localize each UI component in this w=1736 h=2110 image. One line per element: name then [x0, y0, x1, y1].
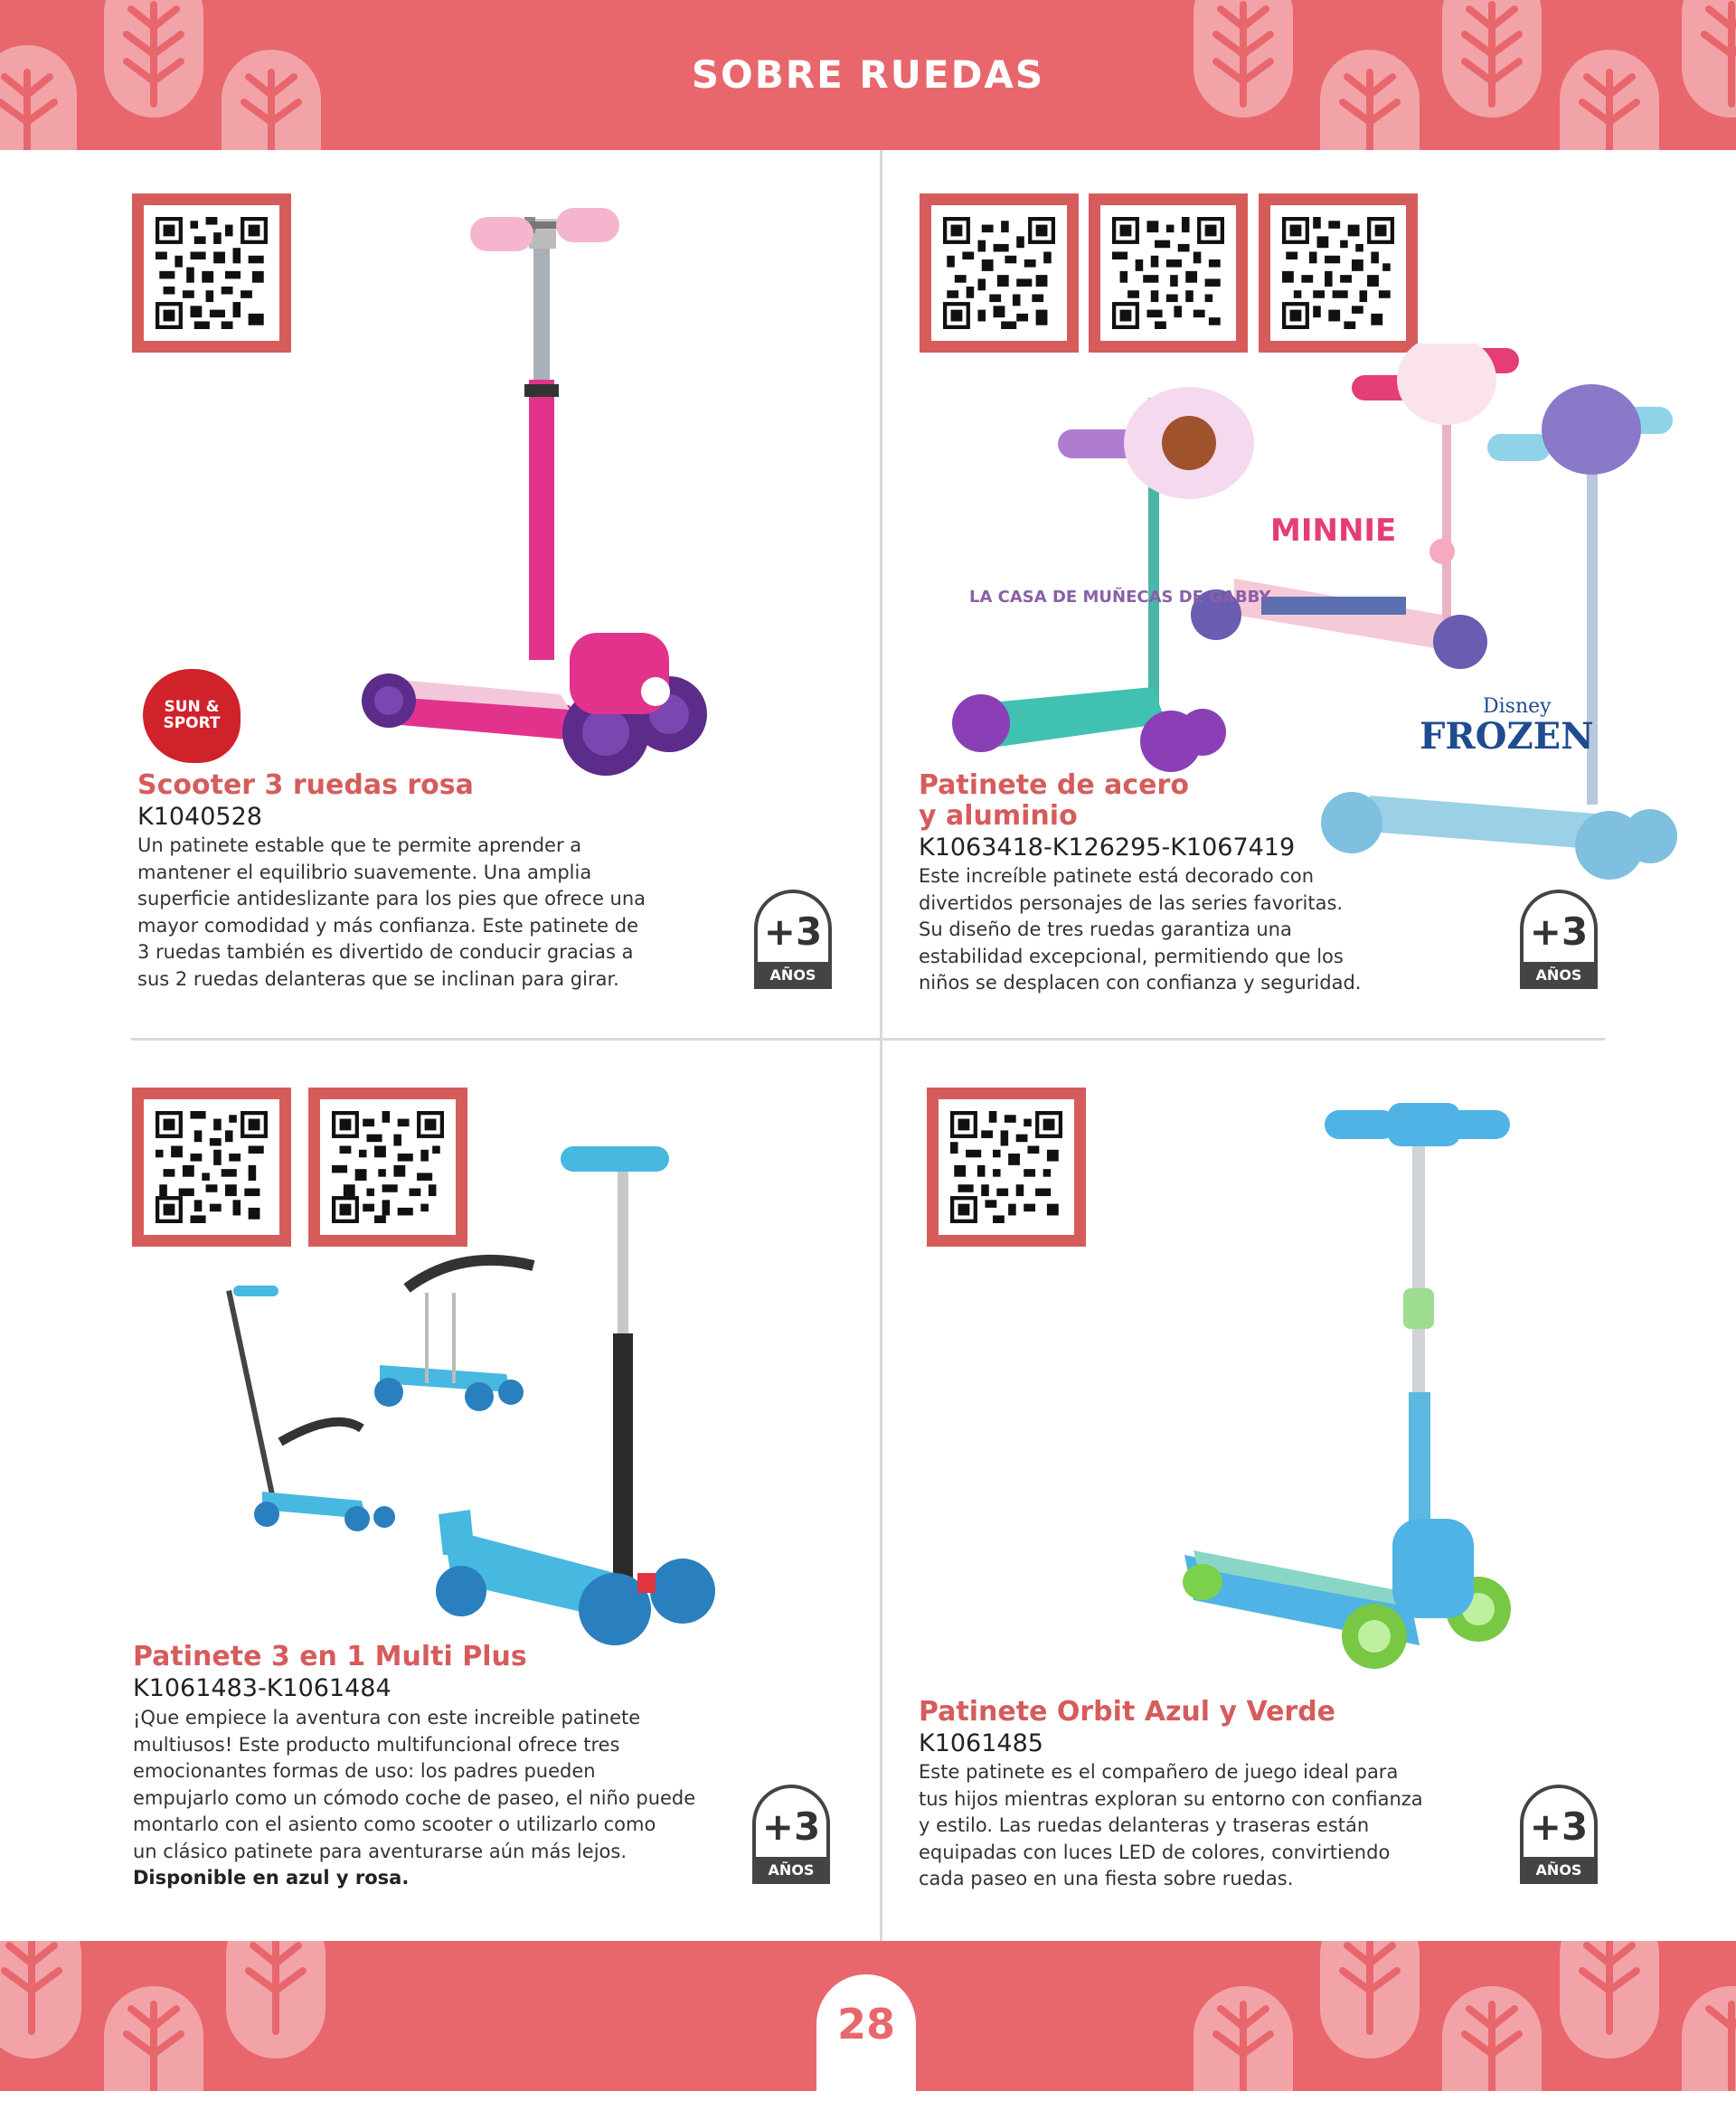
- age-badge: +3 AÑOS: [752, 1785, 830, 1884]
- product-title: Scooter 3 ruedas rosa: [137, 769, 474, 801]
- image-label: MINNIE: [1270, 513, 1397, 549]
- description-line: equipadas con luces LED de colores, convirtiendo: [919, 1841, 1391, 1863]
- description-line: mayor comodidad y más confianza. Este patinete de: [137, 914, 638, 937]
- description-line: niños se desplacen con confianza y seguridad.: [919, 972, 1362, 994]
- description-line: Este patinete es el compañero de juego ideal para: [919, 1761, 1399, 1783]
- product-code: K1040528: [137, 803, 262, 831]
- description-line: Un patinete estable que te permite aprender a: [137, 834, 582, 856]
- orbit-scooter-image: [1166, 1094, 1564, 1709]
- description-line: tus hijos mientras exploran su entorno con confianza: [919, 1787, 1423, 1810]
- product-code: K1061483-K1061484: [133, 1674, 392, 1702]
- product-code: K1061485: [919, 1729, 1043, 1757]
- multi-plus-scooter-image: [163, 1130, 750, 1645]
- qr-code[interactable]: [1259, 193, 1418, 353]
- qr-code[interactable]: [927, 1088, 1086, 1247]
- description-line: 3 ruedas también es divertido de conducir gracias a: [137, 941, 634, 963]
- product-title: Patinete 3 en 1 Multi Plus: [133, 1641, 527, 1672]
- qr-code-icon: [1282, 217, 1394, 329]
- description-line: superficie antideslizante para los pies que ofrece una: [137, 888, 646, 909]
- qr-code[interactable]: [920, 193, 1079, 353]
- description-line: montarlo con el asiento como scooter o utilizarlo como: [133, 1813, 656, 1835]
- description-line: divertidos personajes de las series favoritas.: [919, 891, 1344, 914]
- availability-note: Disponible en azul y rosa.: [133, 1867, 410, 1889]
- sun-and-sport-logo: SUN & SPORT: [143, 669, 241, 763]
- description-line: cada paseo en una fiesta sobre ruedas.: [919, 1868, 1294, 1889]
- description-line: mantener el equilibrio suavemente. Una amplia: [137, 861, 592, 883]
- description-line: y estilo. Las ruedas delanteras y traseras están: [919, 1814, 1370, 1836]
- age-badge: +3 AÑOS: [1520, 890, 1598, 989]
- description-line: ¡Que empiece la aventura con este increible patinete: [133, 1707, 641, 1729]
- description-line: estabilidad excepcional, permitiendo que los: [919, 945, 1344, 967]
- description-line: Este increíble patinete está decorado con: [919, 865, 1315, 887]
- pink-scooter-image: [353, 199, 778, 814]
- qr-code[interactable]: [1089, 193, 1248, 353]
- product-title: Patinete Orbit Azul y Verde: [919, 1696, 1336, 1728]
- qr-code-icon: [156, 217, 268, 329]
- description-line: Su diseño de tres ruedas garantiza una: [919, 918, 1292, 940]
- vertical-divider: [880, 150, 882, 1941]
- qr-code-icon: [943, 217, 1055, 329]
- description-line: empujarlo como un cómodo coche de paseo, el niño puede: [133, 1786, 696, 1809]
- page-title: SOBRE RUEDAS: [691, 52, 1045, 97]
- description-line: multiusos! Este producto multifuncional ofrece tres: [133, 1733, 620, 1756]
- product-description: [919, 863, 1361, 997]
- age-badge: +3 AÑOS: [754, 890, 832, 989]
- image-label: FROZEN: [1420, 715, 1594, 758]
- product-description: [137, 833, 646, 993]
- product-description: [919, 1759, 1423, 1893]
- description-line: un clásico patinete para aventurarse aún más lejos.: [133, 1840, 627, 1862]
- product-code: K1063418-K126295-K1067419: [919, 834, 1296, 862]
- product-title: Patinete de acero y aluminio: [919, 769, 1189, 832]
- qr-code-icon: [950, 1111, 1062, 1223]
- qr-code-icon: [1112, 217, 1224, 329]
- image-label: LA CASA DE MUÑECAS DE GABBY: [969, 588, 1271, 607]
- qr-code[interactable]: [132, 193, 291, 353]
- page-number: 28: [836, 2000, 895, 2049]
- description-line: sus 2 ruedas delanteras que se inclinan para girar.: [137, 967, 619, 990]
- age-badge: +3 AÑOS: [1520, 1785, 1598, 1884]
- product-description: [133, 1705, 695, 1892]
- image-label: Disney: [1483, 695, 1552, 718]
- horizontal-divider: [131, 1038, 1605, 1041]
- description-line: emocionantes formas de uso: los padres pueden: [133, 1760, 596, 1782]
